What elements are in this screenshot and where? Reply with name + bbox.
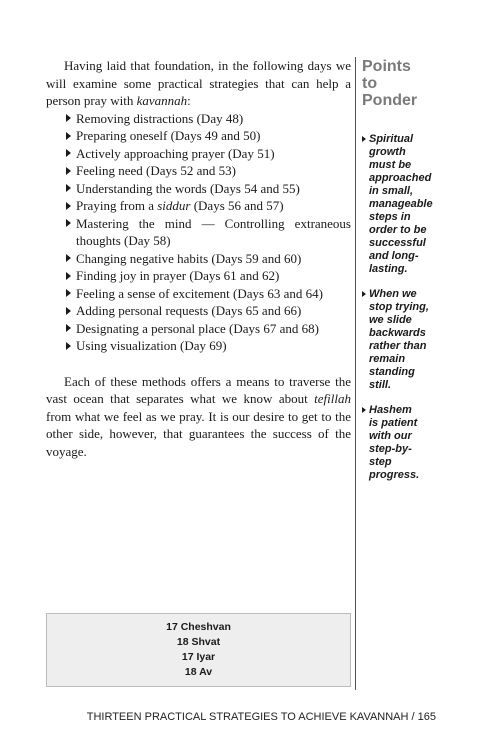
ponder-line: step-by-step: [369, 443, 412, 468]
closing-text-end: from what we feel as we pray. It is our desire to get to the other side, however, that guarantees the success of the voyage.: [46, 408, 351, 459]
ponder-line: in small,: [369, 185, 414, 197]
strategy-item: [66, 127, 351, 145]
ponder-line: When we: [369, 288, 417, 300]
calendar-dates-box: [46, 613, 351, 687]
strategy-label: Mastering the mind — Controlling extraneous thoughts (Day 58): [76, 215, 351, 248]
ponder-line: standing: [369, 366, 415, 378]
strategy-label: Feeling need (Days 52 and 53): [76, 163, 236, 178]
ponder-line: Hashem: [369, 404, 412, 416]
closing-paragraph: [46, 373, 351, 461]
ponder-line: still.: [369, 379, 392, 391]
page-number: 165: [417, 711, 436, 723]
strategy-item: [66, 302, 351, 320]
strategy-label: Feeling a sense of excitement (Days 63 and 64): [76, 285, 323, 301]
calendar-date: 17 Cheshvan: [166, 621, 231, 633]
ponder-line: progress.: [369, 469, 420, 481]
intro-text: Having laid that foundation, in the following days we will examine some practical strategies that can help a person pray with: [46, 58, 351, 108]
closing-emphasis: tefillah: [314, 391, 351, 406]
strategy-item: [66, 250, 351, 268]
strategy-label: Praying from a: [76, 198, 158, 213]
strategy-item: [66, 215, 351, 250]
strategy-item: [66, 145, 351, 163]
sidebar-heading-line: Points: [362, 58, 411, 75]
ponder-line: backwards: [369, 327, 426, 339]
ponder-item: [362, 288, 432, 392]
running-title: THIRTEEN PRACTICAL STRATEGIES TO ACHIEVE KAVANNAH: [86, 711, 409, 723]
sidebar-heading-line: Ponder: [362, 92, 418, 109]
strategy-label: Removing distractions (Day 48): [76, 110, 244, 126]
strategy-label: Actively approaching prayer (Day 51): [76, 145, 275, 161]
ponder-line: Spiritual: [369, 133, 414, 145]
strategy-label: Using visualization (Day 69): [76, 338, 227, 353]
strategy-item: [66, 320, 351, 338]
calendar-date: 18 Av: [184, 666, 213, 678]
ponder-line: steps in: [369, 211, 411, 223]
strategy-item: [66, 197, 351, 215]
ponder-line: and long-: [369, 250, 419, 262]
strategy-label: Preparing oneself (Days 49 and 50): [76, 128, 261, 143]
intro-emphasis: kavannah: [136, 93, 188, 108]
ponder-line: we slide: [369, 314, 412, 326]
ponder-line: order to be: [369, 224, 427, 236]
strategy-emphasis: siddur: [157, 198, 191, 213]
calendar-date: 18 Shvat: [176, 636, 221, 648]
calendar-date: 17 Iyar: [181, 651, 216, 663]
intro-paragraph: [46, 57, 351, 110]
ponder-line: manageable: [369, 198, 433, 210]
ponder-line: is patient: [369, 417, 418, 429]
strategy-item: [66, 110, 351, 128]
ponder-line: lasting.: [369, 263, 408, 275]
strategy-label: Finding joy in prayer (Days 61 and 62): [76, 268, 280, 283]
strategy-item: [66, 267, 351, 285]
strategy-label-end: (Days 56 and 57): [190, 198, 284, 213]
strategy-item: [66, 162, 351, 180]
ponder-line: with our: [369, 430, 412, 442]
column-divider: [355, 57, 356, 690]
strategy-item: [66, 180, 351, 198]
strategy-list: [46, 110, 351, 355]
ponder-item: [362, 404, 432, 482]
ponder-line: rather than: [369, 340, 427, 352]
sidebar-heading-line: to: [362, 75, 378, 92]
strategy-item: [66, 285, 351, 303]
points-to-ponder-sidebar: [362, 58, 432, 494]
strategy-item: [66, 337, 351, 355]
page-footer: [87, 711, 436, 723]
strategy-label: Designating a personal place (Days 67 and 68): [76, 320, 319, 336]
strategy-label: Understanding the words (Days 54 and 55): [76, 180, 300, 196]
ponder-line: must be: [369, 159, 412, 171]
ponder-line: growth: [369, 146, 406, 158]
ponder-line: remain: [369, 353, 406, 365]
ponder-line: approached: [369, 172, 432, 184]
main-text-column: [46, 57, 351, 460]
strategy-label: Adding personal requests (Days 65 and 66): [76, 303, 302, 318]
ponder-item: [362, 133, 432, 276]
intro-text-end: :: [187, 93, 191, 108]
ponder-line: stop trying,: [369, 301, 429, 313]
footer-separator: /: [408, 711, 418, 723]
sidebar-heading: [362, 58, 432, 109]
ponder-line: successful: [369, 237, 426, 249]
closing-text: Each of these methods offers a means to traverse the vast ocean that separates what we know about: [46, 373, 351, 406]
strategy-label: Changing negative habits (Days 59 and 60): [76, 250, 302, 266]
